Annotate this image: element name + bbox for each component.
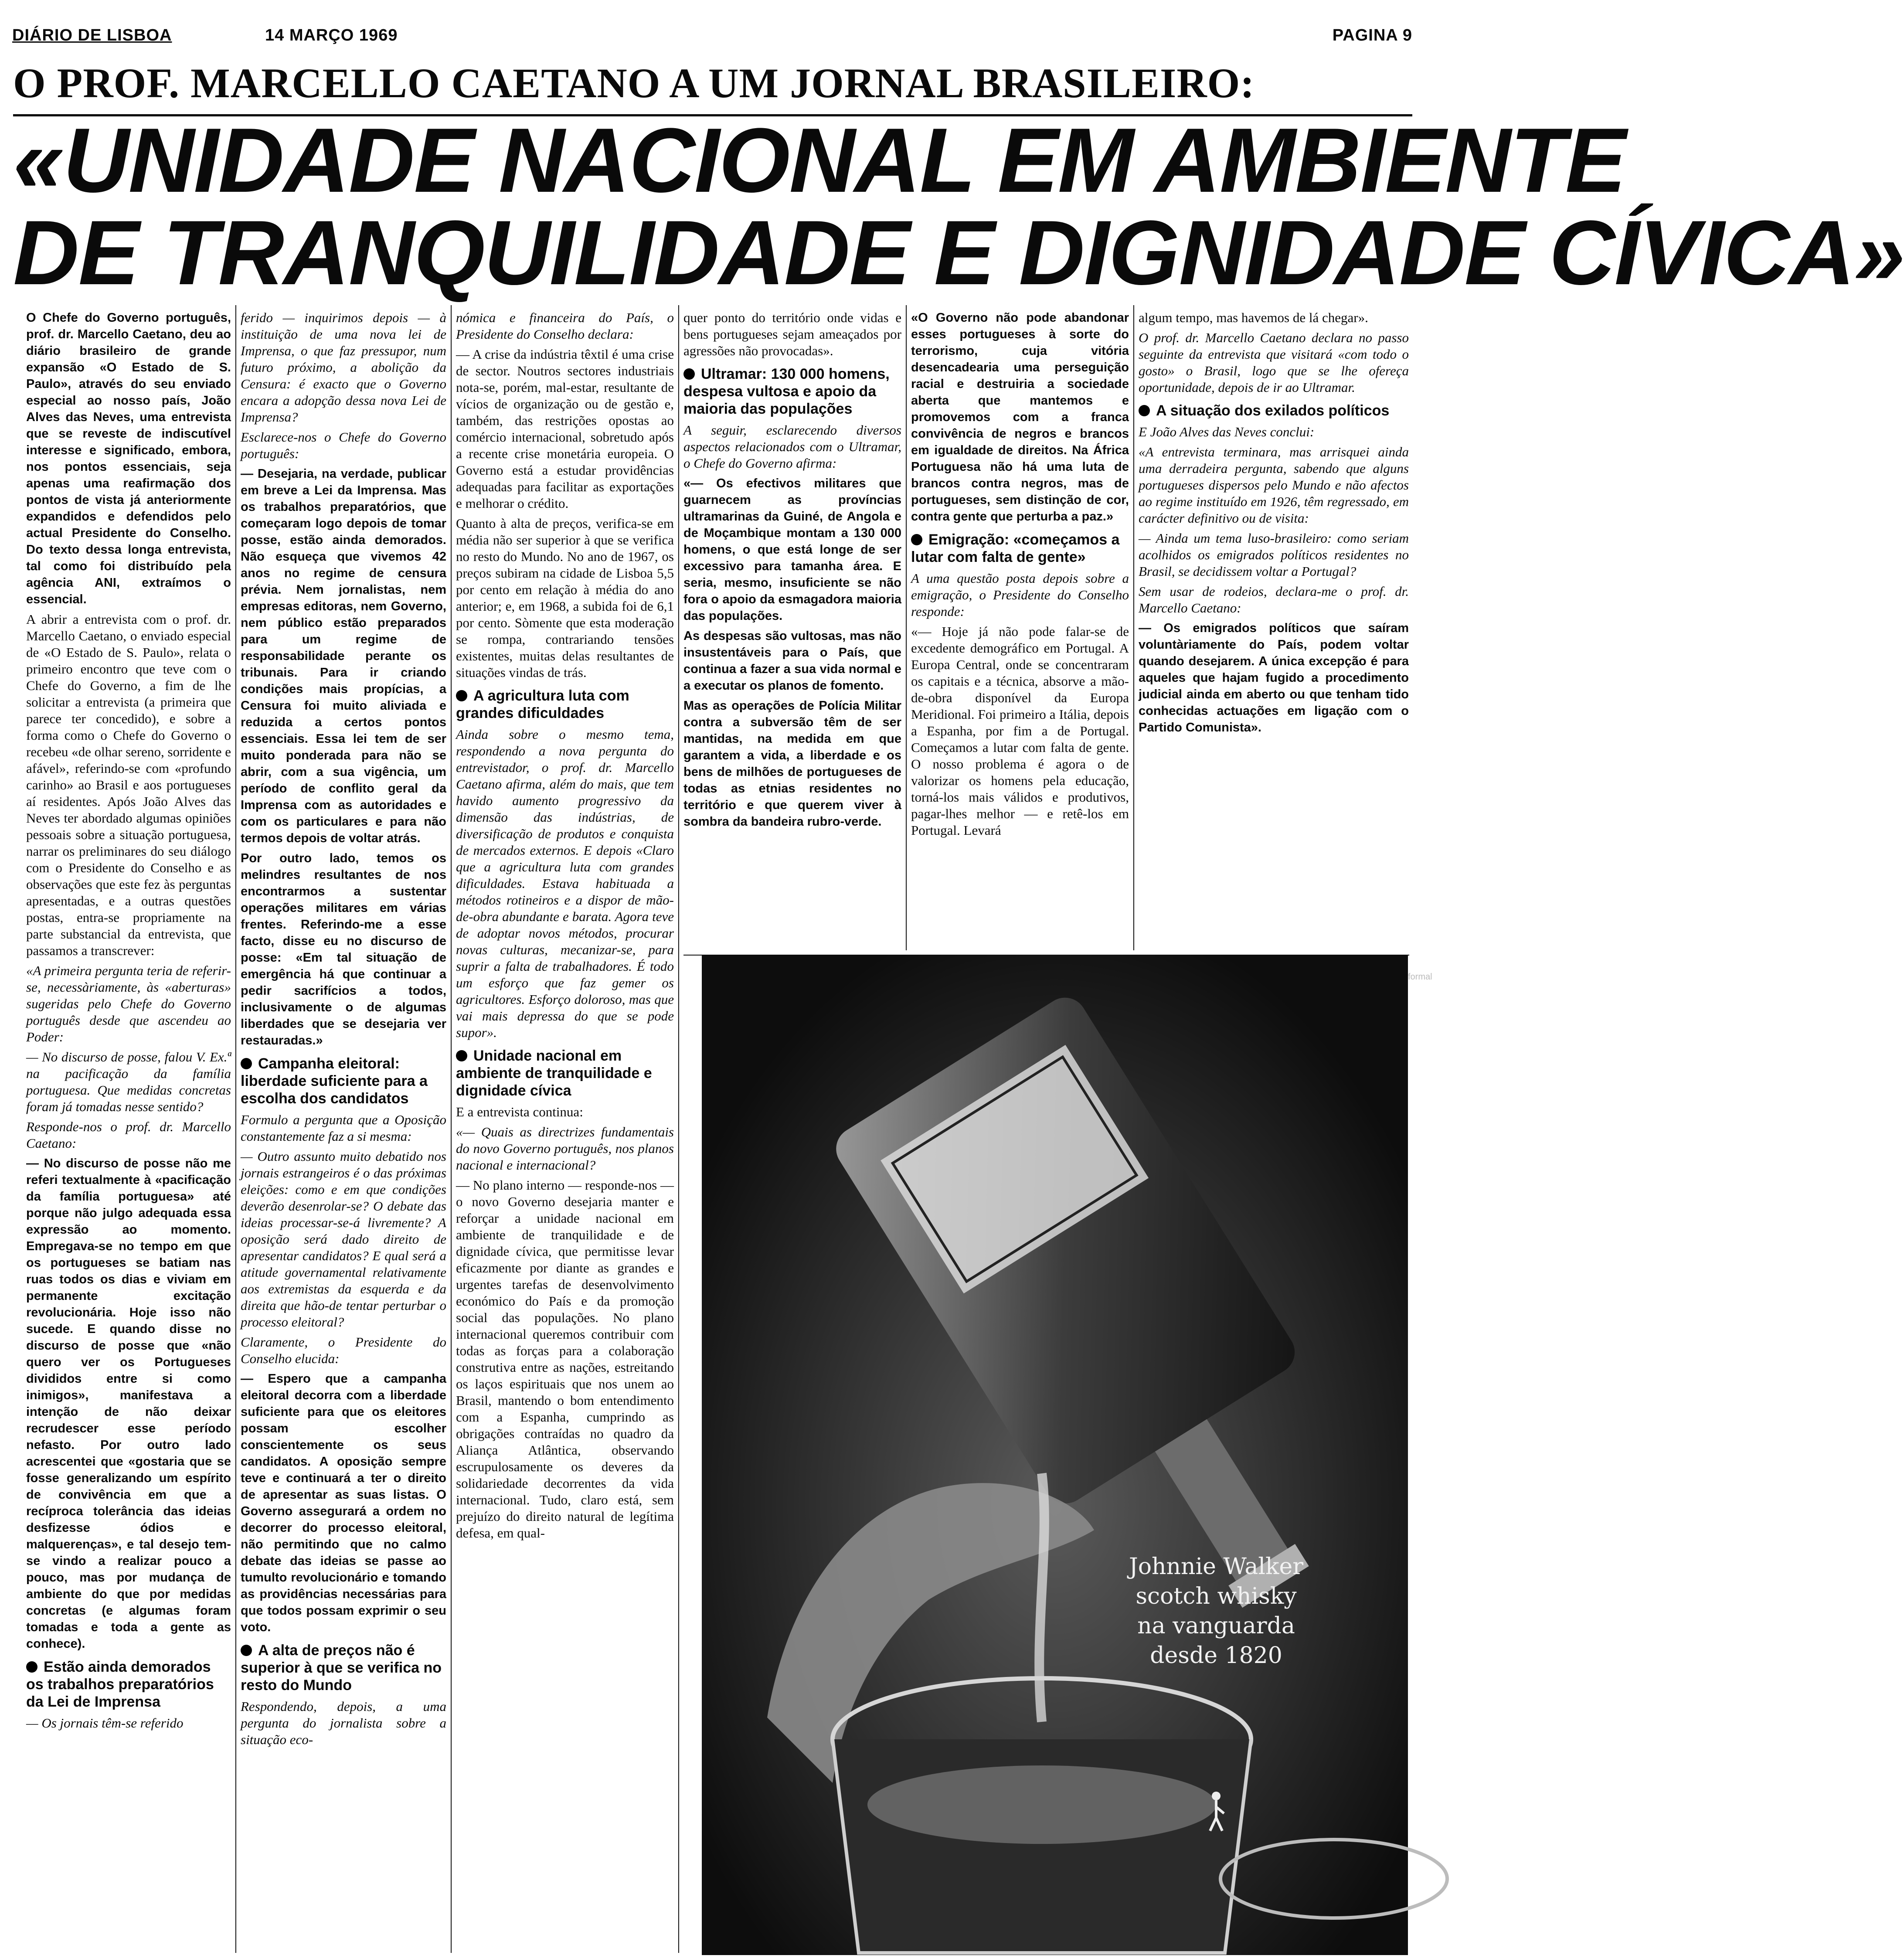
paragraph: E a entrevista continua: — [456, 1104, 583, 1119]
question: — Ainda um tema luso-brasileiro: como seriam acolhidos os emigrados políticos residentes no Brasil, se decidissem voltar a Portugal? — [1139, 531, 1409, 579]
masthead — [12, 26, 1412, 52]
answer: — Desejaria, na verdade, publicar em breve a Lei da Imprensa. Mas os trabalhos preparatórios, que começaram logo depois de tomar posse, estão ainda demorados. Não esqueça que vivemos 42 anos no regime de censura prévia. Nem jornalistas, nem empresas editoras, nem Governo, nem público estão preparados para um regime de responsabilidade perante os tribunais. Para ir criando condições mais propícias, a Censura foi muito aliviada e reduzida a certos pontos essenciais. Essa lei tem de ser muito ponderada para não se abrir, com a sua vigência, um período de conflito geral da Imprensa com as autoridades e com os particulares e para não termos depois de voltar atrás. — [241, 467, 446, 845]
question: «— Quais as directrizes fundamentais do novo Governo português, nos planos nacional e internacional? — [456, 1124, 674, 1173]
column-3 — [456, 309, 674, 1957]
ad-product: scotch whisky — [1136, 1583, 1297, 1609]
subheading: A agricultura luta com grandes dificuldades — [456, 687, 629, 721]
column-rule — [451, 305, 452, 1953]
subheading: Campanha eleitoral: liberdade suficiente para a escolha dos candidatos — [241, 1055, 428, 1107]
question: Formulo a pergunta que a Oposição constantemente faz a si mesma: — [241, 1112, 446, 1144]
question: — No discurso de posse, falou V. Ex.ª na pacificação da família portuguesa. Que medidas concretas foram já tomadas nesse sentido? — [26, 1049, 231, 1114]
headline-line-2: DE TRANQUILIDADE E DIGNIDADE CÍVICA» — [13, 201, 1904, 304]
question: Claramente, o Presidente do Conselho elucida: — [241, 1334, 446, 1366]
question: A uma questão posta depois sobre a emigração, o Presidente do Conselho responde: — [911, 571, 1129, 619]
answer: Quanto à alta de preços, verifica-se em média não ser superior à que se verifica no resto do Mundo. No ano de 1967, os preços subiram na cidade de Lisboa 5,5 por cento em relação à média do ano anterior; e, em 1968, a subida foi de 6,1 por cento. Sòmente que esta moderação se rompa, contrariando tensões existentes, muitas delas resultantes de situações vindas de trás. — [456, 516, 674, 680]
headline-line-1: «UNIDADE NACIONAL EM AMBIENTE — [13, 109, 1625, 211]
question: — Outro assunto muito debatido nos jornais estrangeiros é o das próximas eleições: como e em que condições deverão desenrolar-se? O debate das ideias processar-se-á livremente? A oposição será dado direito de apresentar candidatos? E qual será a atitude governamental relativamente aos extremistas da esquerda e da direita que hão-de tentar perturbar o processo eleitoral? — [241, 1149, 446, 1330]
ad-since: desde 1820 — [1150, 1643, 1282, 1669]
lead-paragraph: O Chefe do Governo português, prof. dr. Marcello Caetano, deu ao diário brasileiro de grande expansão «O Estado de S. Paulo», através do seu enviado especial ao nosso país, João Alves das Neves, uma entrevista que se reveste de indiscutível interesse e significado, embora, nos pontos essenciais, seja apenas uma reafirmação dos pontos de vista já anteriormente expandidos e defendidos pelo actual Presidente do Conselho. Do texto dessa longa entrevista, tal como foi distribuído pela agência ANI, extraímos o essencial. — [26, 311, 231, 606]
answer: — Espero que a campanha eleitoral decorra com a liberdade suficiente para que os eleitores possam escolher conscientemente os seus candidatos. A oposição sempre teve e continuará a ter o direito de apresentar as suas listas. O Governo assegurará a ordem no decorrer do processo eleitoral, não permitindo que no calmo debate das ideias se passe ao tumulto revolucionário e tomando as providências necessárias para que todos possam exprimir o seu voto. — [241, 1372, 446, 1634]
paragraph: quer ponto do território onde vidas e bens portugueses sejam ameaçados por agressões não provocadas». — [683, 310, 901, 358]
question: Respondendo, depois, a uma pergunta do jornalista sobre a situação eco- — [241, 1699, 446, 1747]
paragraph: A abrir a entrevista com o prof. dr. Marcello Caetano, o enviado especial de «O Estado de S. Paulo», relata o primeiro encontro que teve com o Chefe do Governo, a fim de lhe solicitar a entrevista (a primeira que parece ter concedido), e sobre a forma como o Chefe do Governo o recebeu «de olhar sereno, sorridente e afável», referindo-se com «profundo carinho» ao Brasil e aos portugueses aí residentes. Após João Alves das Neves ter abordado algumas opiniões pessoais sobre a situação portuguesa, narrar os preliminares do seu diálogo com o Presidente do Conselho e as observações que este fez às perguntas apresentadas, e a outras questões postas, entra-se propriamente na parte substancial da entrevista, que passamos a transcrever: — [26, 612, 231, 958]
bullet-icon — [456, 1050, 467, 1061]
answer: «O Governo não pode abandonar esses portugueses à sorte do terrorismo, cuja vitória desencadearia uma perseguição racial e destruiria a sociedade aberta que mantemos e promovemos com a franca convivência de negros e brancos em igualdade de direitos. Na África Portuguesa não há uma luta de brancos contra negros, mas de portugueses, sem distinção de cor, contra gente que perturba a paz.» — [911, 311, 1129, 524]
subheading: A alta de preços não é superior à que se verifica no resto do Mundo — [241, 1642, 442, 1694]
subheading: Ultramar: 130 000 homens, despesa vultosa e apoio da maioria das populações — [683, 366, 890, 417]
bullet-icon — [911, 534, 922, 545]
column-6 — [1139, 309, 1409, 955]
answer: As despesas são vultosas, mas não insustentáveis para o País, que continua a fazer a sua vida normal e a executar os planos de fomento. — [683, 629, 901, 693]
subheading: Estão ainda demorados os trabalhos preparatórios da Lei de Imprensa — [26, 1659, 214, 1710]
question: Ainda sobre o mesmo tema, respondendo a nova pergunta do entrevistador, o prof. dr. Marcello Caetano afirma, além do mais, que tem havido aumento progressivo da dimensão das indústrias, de diversificação de produtos e conquista de mercados externos. E depois «Claro que a agricultura luta com grandes dificuldades. Estava habituada a métodos rotineiros e a dispor de mão-de-obra abundante e barata. Agora teve de adoptar novos métodos, procurar novas culturas, mecanizar-se, para suprir a falta de trabalhadores. É todo um esforço que faz gemer os agricultores. Esforço doloroso, mas que vai mais depressa do que se pode supor». — [456, 727, 674, 1040]
column-rule — [906, 305, 907, 950]
bullet-icon — [683, 368, 695, 380]
column-rule — [1133, 305, 1134, 950]
bullet-icon — [1139, 405, 1150, 416]
bullet-icon — [241, 1058, 252, 1069]
question: O prof. dr. Marcello Caetano declara no passo seguinte da entrevista que visitará «com todo o gosto» o Brasil, logo que se lhe ofereça oportunidade, depois de ir ao Ultramar. — [1139, 330, 1409, 395]
answer: — No discurso de posse não me referi textualmente à «pacificação da família portuguesa» até porque não julgo adequada essa expressão ao momento. Empregava-se no tempo em que os portugueses se batiam nas ruas todos os dias e viviam em permanente excitação revolucionária. Hoje isso não sucede. E quando disse no discurso de posse que «não quero ver os Portugueses divididos entre si como inimigos», manifestava a intenção de não deixar recrudescer esse período nefasto. Por outro lado acrescentei que «gostaria que se fosse generalizando um espírito de convivência em que a recíproca tolerância das ideias desfizesse ódios e malquerenças», e tal desejo tem-se vindo a realizar pouco a pouco, mas por mudança de ambiente do que por medidas concretas (e algumas foram tomadas e toda a gente as conhece). — [26, 1156, 231, 1651]
kicker: O PROF. MARCELLO CAETANO A UM JORNAL BRASILEIRO: — [13, 60, 1255, 106]
question: A seguir, esclarecendo diversos aspectos relacionados com o Ultramar, o Chefe do Governo afirma: — [683, 422, 901, 471]
bullet-icon — [241, 1645, 252, 1656]
subheading: Unidade nacional em ambiente de tranquilidade e dignidade cívica — [456, 1048, 652, 1099]
question: «A entrevista terminara, mas arrisquei ainda uma derradeira pergunta, sabendo que alguns portugueses dispersos pelo Mundo e não afectos ao regime instituído em 1926, têm regressado, em carácter definitivo ou de visita: — [1139, 444, 1409, 526]
question: Responde-nos o prof. dr. Marcello Caetano: — [26, 1119, 231, 1151]
subheading: A situação dos exilados políticos — [1139, 402, 1409, 419]
answer: Mas as operações de Polícia Militar contra a subversão têm de ser mantidas, na medida em que garantem a vida, a liberdade e os bens de milhões de portugueses de todas as etnias residentes no território e que querem viver à sombra da bandeira rubro-verde. — [683, 699, 901, 829]
answer: «— Hoje já não pode falar-se de excedente demográfico em Portugal. A Europa Central, onde se concentraram os capitais e a técnica, absorve a mão-de-obra disponível da Europa Meridional. Foi primeiro a Itália, depois a Espanha, por fim a de Portugal. Começamos a lutar com falta de gente. O nosso problema é agora o de valorizar os homens pela educação, torná-los mais válidos e produtivos, pagar-lhes melhor — e retê-los em Portugal. Levará — [911, 624, 1129, 838]
issue-date: 14 MARÇO 1969 — [265, 26, 398, 44]
ad-tagline: na vanguarda — [1137, 1613, 1295, 1639]
paragraph: algum tempo, mas havemos de lá chegar». — [1139, 310, 1368, 325]
question: ferido — inquirimos depois — à instituição de uma nova lei de Imprensa, o que faz pressupor, num futuro próximo, a abolição da Censura: é exacto que o Governo encara a adopção dessa nova Lei de Imprensa? — [241, 310, 446, 425]
question: nómica e financeira do País, o Presidente do Conselho declara: — [456, 310, 674, 342]
answer: — Os emigrados políticos que saíram voluntàriamente do País, podem voltar quando desejarem. A única excepção é para aqueles que hajam fugido a procedimento judicial ainda em aberto ou que tenham tido conhecidas actuações em ligação com o Partido Comunista». — [1139, 621, 1409, 735]
bullet-icon — [26, 1661, 37, 1673]
column-2 — [241, 309, 446, 1957]
ad-slogan — [1059, 1552, 1373, 1670]
column-rule — [235, 305, 236, 1953]
column-rule — [678, 305, 679, 1953]
column-4 — [683, 309, 901, 955]
ad-brand: Johnnie Walker — [1129, 1554, 1304, 1580]
subheading: Emigração: «começamos a lutar com falta de gente» — [911, 531, 1120, 565]
bullet-icon — [456, 690, 467, 701]
paper-name: DIÁRIO DE LISBOA — [12, 26, 172, 44]
question: Sem usar de rodeios, declara-me o prof. dr. Marcello Caetano: — [1139, 584, 1409, 616]
answer: «— Os efectivos militares que guarnecem as províncias ultramarinas da Guiné, de Angola e de Moçambique montam a 130 000 homens, o que está longe de ser excessivo para tamanha área. E seria, mesmo, insuficiente se não fora o apoio da esmagadora maioria das populações. — [683, 476, 901, 623]
question: Esclarece-nos o Chefe do Governo português: — [241, 429, 446, 461]
answer: — A crise da indústria têxtil é uma crise de sector. Noutros sectores industriais nota-se, porém, mal-estar, resultante de vícios de organização ou de gestão e, também, das restrições opostas ao comércio internacional, sobretudo após a recente crise monetária europeia. O Governo está a estudar providências adequadas para facilitar as exportações e melhorar o crédito. — [456, 347, 674, 511]
ad-side-mark: formal — [1408, 972, 1432, 982]
headline — [13, 109, 1904, 304]
whisky-photo — [702, 955, 1408, 1955]
answer: — No plano interno — responde-nos — o novo Governo desejaria manter e reforçar a unidade nacional em ambiente de tranquilidade e de dignidade cívica, que permitisse levar eficazmente por diante as grandes e urgentes tarefas de desenvolvimento económico do País e da promoção social das populações. No plano internacional queremos contribuir com todas as forças para a colaboração construtiva entre as nações, estreitando os laços espirituais que nos unem ao Brasil, mantendo o bom entendimento com a Espanha, cumprindo as obrigações contraídas no quadro da Aliança Atlântica, observando escrupulosamente os deveres da solidariedade decorrentes da vida internacional. Tudo, claro está, sem prejuízo do direito natural de legítima defesa, em qual- — [456, 1177, 674, 1541]
column-5 — [911, 309, 1129, 955]
column-1 — [26, 309, 231, 1957]
question: «A primeira pergunta teria de referir-se, necessàriamente, às «aberturas» sugeridas pelo Chefe do Governo português desde que ascendeu ao Poder: — [26, 963, 231, 1044]
whisky-advertisement — [702, 955, 1432, 1955]
answer: Por outro lado, temos os melindres resultantes de nos encontrarmos a sustentar operações militares em várias frentes. Referindo-me a esse facto, disse eu no discurso de posse: «Em tal situação de emergência há que continuar a pedir sacrifícios a todos, inclusivamente o de algumas liberdades que se desejaria ver restauradas.» — [241, 851, 446, 1048]
question: — Os jornais têm-se referido — [26, 1715, 184, 1731]
page-number: PAGINA 9 — [1332, 26, 1412, 44]
question: E João Alves das Neves conclui: — [1139, 424, 1315, 439]
